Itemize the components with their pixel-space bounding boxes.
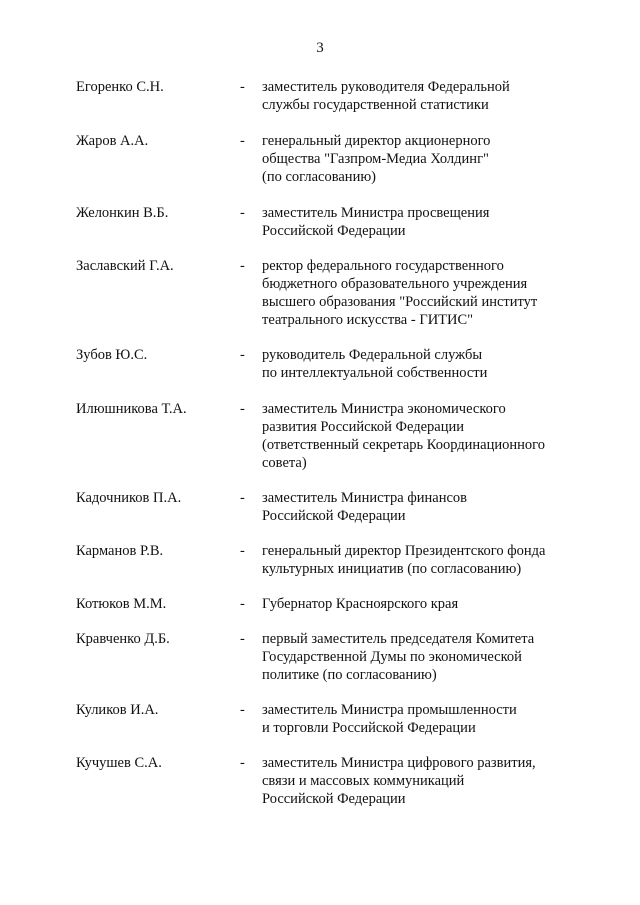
position-line: службы государственной статистики xyxy=(262,97,489,113)
position-line: совета) xyxy=(262,455,307,471)
position-line: (ответственный секретарь Координационного xyxy=(262,437,545,453)
position-line: заместитель Министра просвещения xyxy=(262,205,490,221)
dash-separator: - xyxy=(240,401,245,417)
position-line: ректор федерального государственного xyxy=(262,258,504,274)
list-entry xyxy=(76,595,576,613)
member-name: Жаров А.А. xyxy=(76,133,149,149)
position-line: первый заместитель председателя Комитета xyxy=(262,631,535,647)
member-name: Заславский Г.А. xyxy=(76,258,174,274)
position-line: генеральный директор Президентского фонда xyxy=(262,543,546,559)
list-entry xyxy=(76,489,576,525)
position-line: высшего образования "Российский институт xyxy=(262,294,538,310)
position-line: (по согласованию) xyxy=(262,169,376,185)
member-name: Котюков М.М. xyxy=(76,596,167,612)
page-number: 3 xyxy=(316,40,324,56)
position-line: связи и массовых коммуникаций xyxy=(262,773,465,789)
list-entry xyxy=(76,754,576,808)
dash-separator: - xyxy=(240,543,245,559)
position-line: заместитель Министра финансов xyxy=(262,490,467,506)
position-line: заместитель Министра цифрового развития, xyxy=(262,755,536,771)
list-entry xyxy=(76,630,576,684)
member-name: Карманов Р.В. xyxy=(76,543,164,559)
dash-separator: - xyxy=(240,631,245,647)
member-name: Желонкин В.Б. xyxy=(76,205,169,221)
member-position xyxy=(262,489,576,525)
member-name: Куликов И.А. xyxy=(76,702,159,718)
list-entry xyxy=(76,78,576,114)
member-name: Зубов Ю.С. xyxy=(76,347,148,363)
dash-separator: - xyxy=(240,596,245,612)
position-line: театрального искусства - ГИТИС" xyxy=(262,312,474,328)
list-entry xyxy=(76,257,576,329)
member-name: Кучушев С.А. xyxy=(76,755,162,771)
dash-separator: - xyxy=(240,79,245,95)
position-line: Российской Федерации xyxy=(262,508,406,524)
dash-separator: - xyxy=(240,490,245,506)
list-entry xyxy=(76,132,576,186)
member-list xyxy=(76,78,576,808)
dash-separator: - xyxy=(240,205,245,221)
member-name: Егоренко С.Н. xyxy=(76,79,164,95)
position-line: Российской Федерации xyxy=(262,791,406,807)
position-line: заместитель Министра промышленности xyxy=(262,702,517,718)
member-position xyxy=(262,701,576,737)
list-entry xyxy=(76,204,576,240)
position-line: общества "Газпром-Медиа Холдинг" xyxy=(262,151,489,167)
member-name: Кравченко Д.Б. xyxy=(76,631,170,647)
dash-separator: - xyxy=(240,133,245,149)
list-entry xyxy=(76,701,576,737)
member-position xyxy=(262,542,576,578)
member-position xyxy=(262,204,576,240)
member-position xyxy=(262,132,576,186)
member-name: Илюшникова Т.А. xyxy=(76,401,187,417)
member-position xyxy=(262,595,576,613)
position-line: Губернатор Красноярского края xyxy=(262,596,459,612)
member-position xyxy=(262,630,576,684)
position-line: Государственной Думы по экономической xyxy=(262,649,522,665)
position-line: развития Российской Федерации xyxy=(262,419,464,435)
position-line: руководитель Федеральной службы xyxy=(262,347,483,363)
member-name: Кадочников П.А. xyxy=(76,490,182,506)
position-line: культурных инициатив (по согласованию) xyxy=(262,561,522,577)
position-line: генеральный директор акционерного xyxy=(262,133,491,149)
member-position xyxy=(262,78,576,114)
position-line: заместитель руководителя Федеральной xyxy=(262,79,510,95)
list-entry xyxy=(76,400,576,472)
position-line: Российской Федерации xyxy=(262,223,406,239)
member-position xyxy=(262,257,576,329)
member-position xyxy=(262,346,576,382)
position-line: и торговли Российской Федерации xyxy=(262,720,476,736)
position-line: заместитель Министра экономического xyxy=(262,401,506,417)
position-line: бюджетного образовательного учреждения xyxy=(262,276,528,292)
dash-separator: - xyxy=(240,702,245,718)
dash-separator: - xyxy=(240,755,245,771)
position-line: по интеллектуальной собственности xyxy=(262,365,488,381)
position-line: политике (по согласованию) xyxy=(262,667,437,683)
list-entry xyxy=(76,346,576,382)
list-entry xyxy=(76,542,576,578)
dash-separator: - xyxy=(240,347,245,363)
member-position xyxy=(262,400,576,472)
member-position xyxy=(262,754,576,808)
dash-separator: - xyxy=(240,258,245,274)
